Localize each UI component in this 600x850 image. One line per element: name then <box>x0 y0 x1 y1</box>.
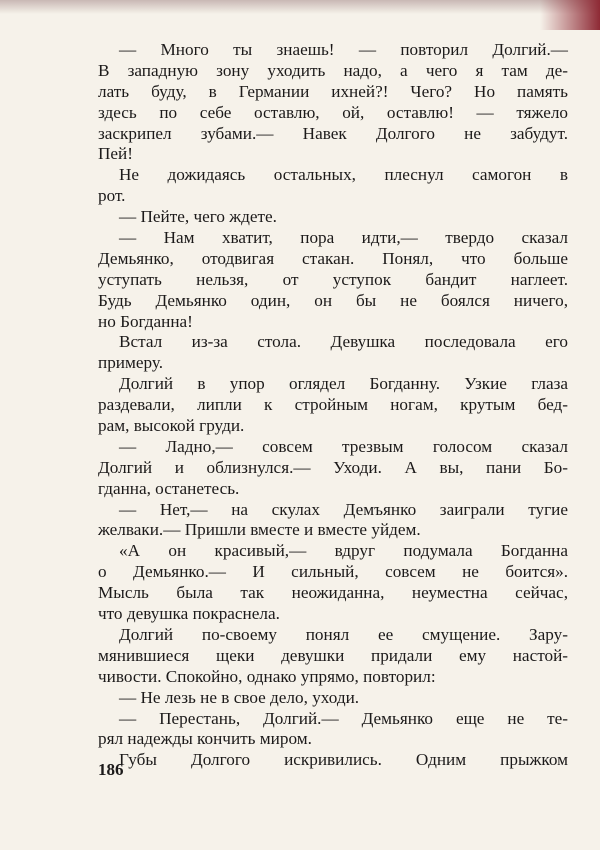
text-line: мянившиеся щеки девушки придали ему настой- <box>98 645 568 665</box>
text-line: о Демьянко.— И сильный, совсем не боится». <box>98 562 568 582</box>
text-line: — Не лезь не в свое дело, уходи. <box>119 687 360 707</box>
text-line: «А он красивый,— вдруг подумала Богданна <box>119 541 568 561</box>
text-line: — Много ты знаешь! — повторил Долгий.— <box>119 40 568 59</box>
text-line: но Богданна! <box>98 311 193 331</box>
text-line: Не дожидаясь остальных, плеснул самогон в <box>119 165 568 185</box>
text-line: заскрипел зубами.— Навек Долгого не забудут. <box>98 123 568 143</box>
text-line: Губы Долгого искривились. Одним прыжком <box>119 750 568 770</box>
text-line: здесь по себе оставлю, ой, оставлю! — тяжело <box>98 102 568 122</box>
text-line: чивости. Спокойно, однако упрямо, повторил: <box>98 666 436 686</box>
text-line: гданна, останетесь. <box>98 478 240 498</box>
text-line: — Ладно,— совсем трезвым голосом сказал <box>119 436 568 456</box>
text-line: Долгий и облизнулся.— Уходи. А вы, пани Бо- <box>98 457 568 477</box>
text-line: — Пейте, чего ждете. <box>119 207 277 227</box>
text-line: рот. <box>98 186 126 206</box>
text-line: рам, высокой груди. <box>98 416 245 436</box>
text-line: Пей! <box>98 144 133 164</box>
page-number: 186 <box>98 760 124 779</box>
text-line: Долгий в упор оглядел Богданну. Узкие глаза <box>119 374 568 394</box>
text-line: уступать нельзя, от уступок бандит наглеет. <box>98 269 568 289</box>
text-line: примеру. <box>98 353 164 373</box>
text-line: рял надежды кончить миром. <box>98 729 312 749</box>
page-body-text <box>98 40 568 771</box>
book-cover-edge <box>540 0 600 30</box>
text-line: Мысль была так неожиданна, неуместна сейчас, <box>98 583 568 603</box>
text-line: — Нам хватит, пора идти,— твердо сказал <box>119 228 568 248</box>
text-line: Встал из-за стола. Девушка последовала его <box>119 332 568 352</box>
text-line: лать буду, в Германии ихней?! Чего? Но память <box>98 81 568 101</box>
text-line: желваки.— Пришли вместе и вместе уйдем. <box>98 520 421 540</box>
text-line: раздевали, липли к стройным ногам, крутым бед- <box>98 395 568 415</box>
text-line: — Перестань, Долгий.— Демьянко еще не те- <box>119 708 568 728</box>
text-line: Будь Демьянко один, он бы не боялся ничего, <box>98 290 568 310</box>
text-line: — Нет,— на скулах Демъянко заиграли тугие <box>119 499 568 519</box>
text-line: Долгий по-своему понял ее смущение. Зару- <box>119 624 568 644</box>
text-line: что девушка покраснела. <box>98 604 280 624</box>
text-line: В западную зону уходить надо, а чего я там де- <box>98 60 568 80</box>
page-top-edge <box>0 0 600 14</box>
text-line: Демьянко, отодвигая стакан. Понял, что больше <box>98 248 568 268</box>
